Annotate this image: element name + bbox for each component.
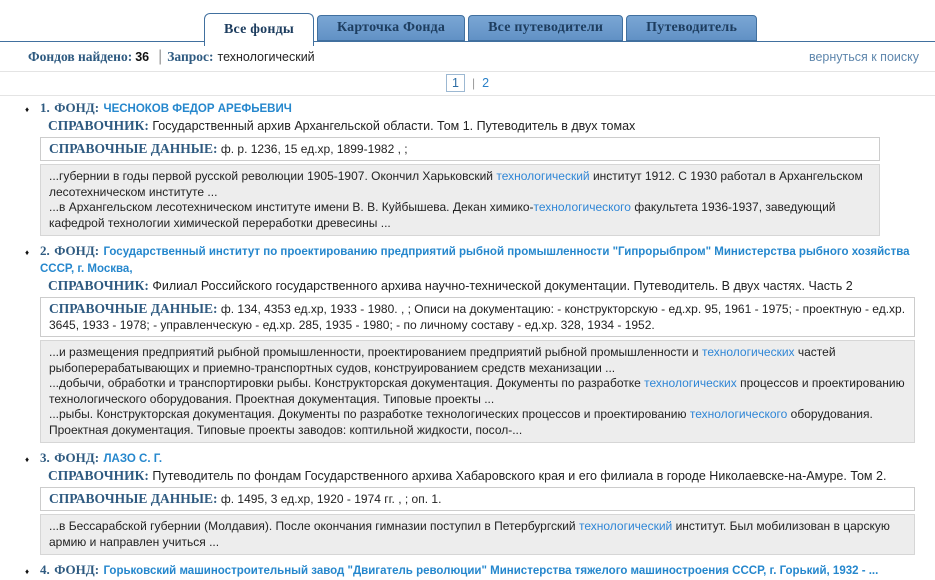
snippet-paragraph: ...рыбы. Конструкторская документация. Документы по разработке технологических процессов и проектированию технологического оборудования. Проектная документация. Типовые проекты заводов: коптильной жидкости, посол-... <box>49 407 873 437</box>
guide-text: Государственный архив Архангельской области. Том 1. Путеводитель в двух томах <box>152 119 636 133</box>
reference-data-box <box>40 297 915 337</box>
reference-data-text: ф. 1495, 3 ед.хр, 1920 - 1974 гг. , ; оп. 1. <box>220 492 442 506</box>
tab-guide[interactable]: Путеводитель <box>626 15 757 41</box>
snippet-box <box>40 514 915 555</box>
reference-data-label: СПРАВОЧНЫЕ ДАННЫЕ: <box>49 301 218 316</box>
search-term-highlight: технологический <box>496 169 590 183</box>
result-header <box>0 243 935 277</box>
result-number: 2. <box>40 243 50 258</box>
fund-name-link[interactable]: Государственный институт по проектированию предприятий рыбной промышленности "Гипрорыбпром" Министерства рыбного хозяйства СССР, г. Москва, <box>40 246 910 275</box>
reference-data-label: СПРАВОЧНЫЕ ДАННЫЕ: <box>49 491 218 506</box>
diamond-bullet-icon: ♦ <box>25 567 30 576</box>
guide-label: СПРАВОЧНИК: <box>48 278 149 293</box>
result-header <box>0 450 935 467</box>
result-bar <box>0 42 935 72</box>
query-label: Запрос: <box>167 49 214 64</box>
tab-fund-card[interactable]: Карточка Фонда <box>317 15 465 41</box>
snippet-paragraph: ...в Архангельском лесотехническом институте имени В. В. Куйбышева. Декан химико-технологического факультета 1936-1937, заведующий кафедрой технологии химической переработки древесины ... <box>49 200 836 230</box>
reference-data-text: ф. 134, 4353 ед.хр, 1933 - 1980. , ; Описи на документацию: - конструкторскую - ед.хр. 95, 1961 - 1975; - проектную - ед.хр. 3645, 1933 - 1978; - управленческую - ед.хр. 285, 1935 - 1980; - по личному составу - ед.хр. 328, 1934 - 1952. <box>49 302 906 332</box>
reference-data-box <box>40 487 915 511</box>
fond-label: ФОНД: <box>54 450 100 465</box>
snippet-paragraph: ...и размещения предприятий рыбной промышленности, проектированием предприятий рыбной промышленности и технологических частей рыбоперерабатывающих и приемно-транспортных судов, конструированием средств механизации ... <box>49 345 836 375</box>
guide-line <box>0 278 935 294</box>
tab-all-guides[interactable]: Все путеводители <box>468 15 623 41</box>
search-result-partial <box>0 562 935 579</box>
search-results-list <box>0 96 935 579</box>
pagination-separator: | <box>471 76 476 90</box>
reference-data-label: СПРАВОЧНЫЕ ДАННЫЕ: <box>49 141 218 156</box>
search-result <box>0 100 935 236</box>
found-count: 36 <box>135 50 150 64</box>
snippet-paragraph: ...добычи, обработки и транспортировки рыбы. Конструкторская документация. Документы по разработке технологических процессов и проектированию технологического оборудования. Проектная документация. Типовые проекты ... <box>49 376 905 406</box>
result-header <box>0 100 935 117</box>
tab-strip <box>0 0 935 42</box>
fund-name-link[interactable]: Горьковский машиностроительный завод "Двигатель революции" Министерства тяжелого машиностроения СССР, г. Горький, 1932 - ... <box>103 565 879 577</box>
result-header <box>0 562 935 579</box>
guide-line <box>0 118 935 134</box>
reference-data-box <box>40 137 880 161</box>
fund-name-link[interactable]: ЧЕСНОКОВ ФЕДОР АРЕФЬЕВИЧ <box>103 103 292 115</box>
pagination-current-page[interactable]: 1 <box>446 74 465 92</box>
guide-line <box>0 468 935 484</box>
diamond-bullet-icon: ♦ <box>25 455 30 464</box>
search-result <box>0 243 935 443</box>
fond-label: ФОНД: <box>54 100 100 115</box>
separator: | <box>158 48 163 65</box>
pagination-page-2-link[interactable]: 2 <box>482 76 490 90</box>
result-number: 4. <box>40 562 50 577</box>
search-term-highlight: технологических <box>644 376 737 390</box>
result-summary <box>28 48 315 66</box>
result-number: 3. <box>40 450 50 465</box>
pagination <box>0 72 935 96</box>
fund-name-link[interactable]: ЛАЗО С. Г. <box>103 453 163 465</box>
snippet-box <box>40 164 880 236</box>
guide-text: Путеводитель по фондам Государственного архива Хабаровского края и его филиала в городе Николаевске-на-Амуре. Том 2. <box>152 469 887 483</box>
search-term-highlight: технологических <box>701 345 795 359</box>
found-label: Фондов найдено: <box>28 49 133 64</box>
snippet-paragraph: ...губернии в годы первой русской революции 1905-1907. Окончил Харьковский технологический институт 1912. С 1930 работал в Архангельском лесотехническом институте ... <box>49 169 863 199</box>
reference-data-text: ф. р. 1236, 15 ед.хр, 1899-1982 , ; <box>220 142 408 156</box>
back-to-search-link[interactable]: вернуться к поиску <box>808 50 919 64</box>
search-term-highlight: технологический <box>578 519 673 533</box>
guide-label: СПРАВОЧНИК: <box>48 468 149 483</box>
query-value: технологический <box>217 50 315 64</box>
search-term-highlight: технологического <box>689 407 788 421</box>
diamond-bullet-icon: ♦ <box>25 248 30 257</box>
guide-text: Филиал Российского государственного архива научно-технической документации. Путеводитель. В двух частях. Часть 2 <box>152 279 853 293</box>
fond-label: ФОНД: <box>54 562 100 577</box>
guide-label: СПРАВОЧНИК: <box>48 118 149 133</box>
diamond-bullet-icon: ♦ <box>25 105 30 114</box>
tab-all-funds[interactable]: Все фонды <box>204 13 314 46</box>
fond-label: ФОНД: <box>54 243 100 258</box>
search-result <box>0 450 935 555</box>
result-number: 1. <box>40 100 50 115</box>
snippet-paragraph: ...в Бессарабской губернии (Молдавия). После окончания гимназии поступил в Петербургский технологический институт. Был мобилизован в царскую армию и направлен учиться ... <box>49 519 890 549</box>
snippet-box <box>40 340 915 443</box>
search-term-highlight: технологического <box>533 200 631 214</box>
